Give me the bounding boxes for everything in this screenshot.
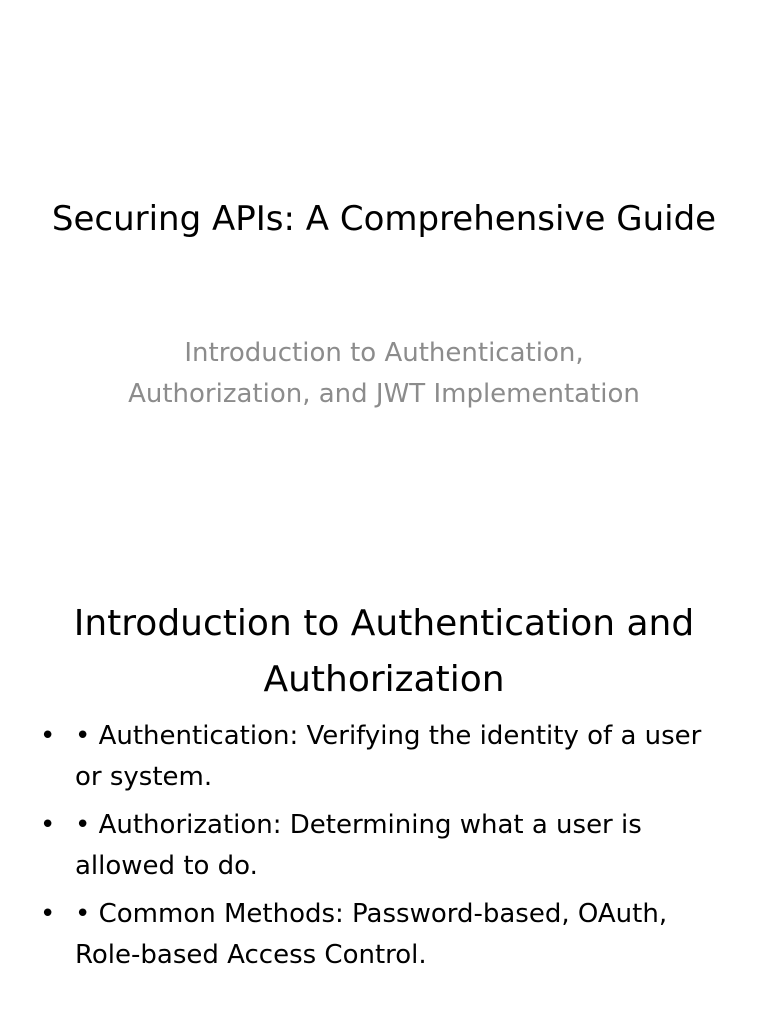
bullet-text: • Common Methods: Password-based, OAuth, Role-based Access Control. xyxy=(75,899,668,970)
bullet-item xyxy=(40,894,730,976)
bullet-icon: • xyxy=(40,899,56,929)
slide-title: Securing APIs: A Comprehensive Guide xyxy=(51,199,717,239)
content-slide xyxy=(0,576,768,1024)
bullet-text: • Authentication: Verifying the identity of a user or system. xyxy=(75,721,702,792)
bullet-item xyxy=(40,805,730,887)
bullet-item xyxy=(40,716,730,798)
bullet-icon: • xyxy=(40,810,56,840)
bullet-list xyxy=(40,716,730,983)
slide-title: Introduction to Authentication and Authorization xyxy=(73,603,695,700)
bullet-text: • Authorization: Determining what a user is allowed to do. xyxy=(75,810,642,881)
bullet-icon: • xyxy=(40,721,56,751)
slide-subtitle: Introduction to Authentication, Authorization, and JWT Implementation xyxy=(128,338,640,409)
